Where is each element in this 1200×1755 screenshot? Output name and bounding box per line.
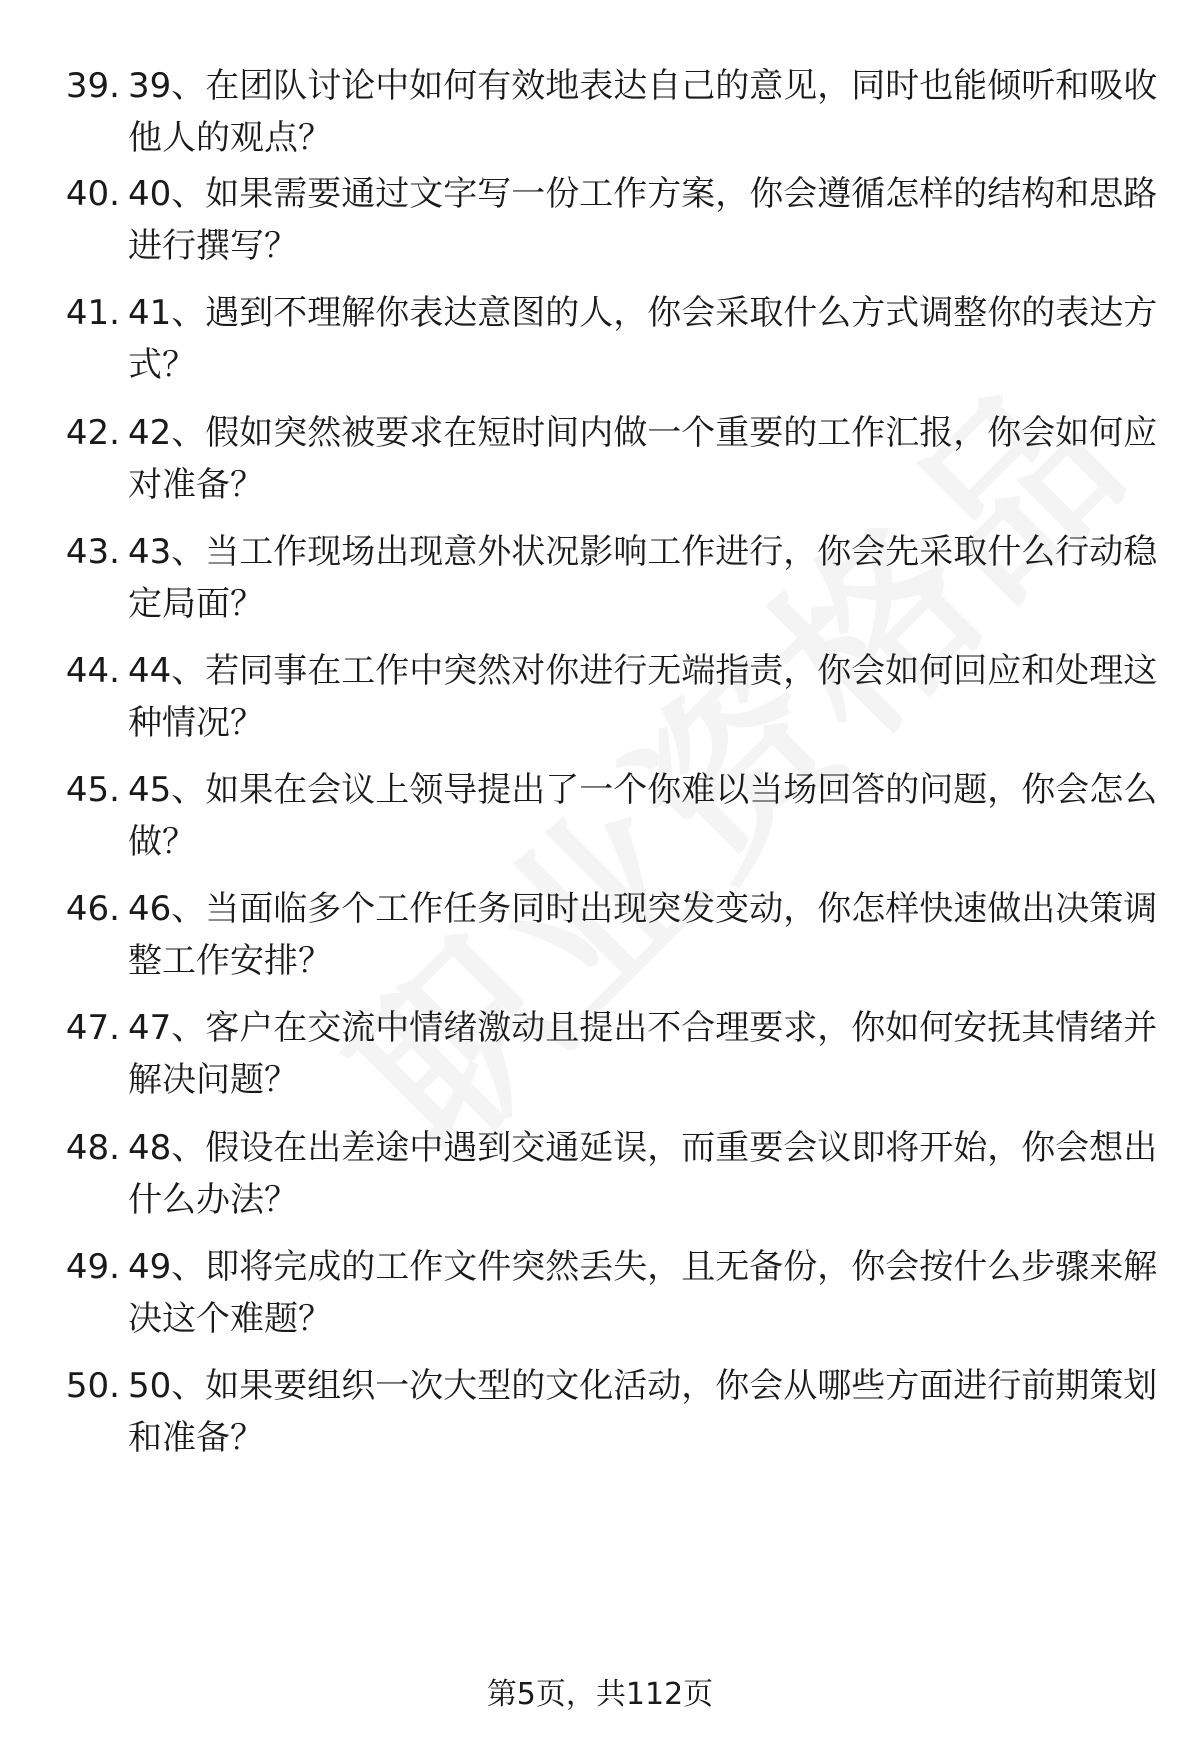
question-number: 39.	[65, 66, 120, 106]
question-text: 42、假如突然被要求在短时间内做一个重要的工作汇报，你会如何应对准备？	[128, 413, 1158, 505]
question-number: 45.	[65, 770, 120, 810]
question-number: 44.	[65, 651, 120, 691]
question-item	[50, 764, 1158, 874]
question-text: 50、如果要组织一次大型的文化活动，你会从哪些方面进行前期策划和准备？	[128, 1366, 1158, 1458]
question-number: 42.	[65, 413, 120, 453]
question-item	[50, 645, 1158, 755]
question-text: 48、假设在出差途中遇到交通延误，而重要会议即将开始，你会想出什么办法？	[128, 1128, 1158, 1220]
question-number: 48.	[65, 1128, 120, 1168]
question-number: 47.	[65, 1008, 120, 1048]
question-number: 50.	[65, 1366, 120, 1406]
question-item	[50, 60, 1158, 170]
question-text: 43、当工作现场出现意外状况影响工作进行，你会先采取什么行动稳定局面？	[128, 532, 1158, 624]
question-text: 47、客户在交流中情绪激动且提出不合理要求，你如何安抚其情绪并解决问题？	[128, 1008, 1158, 1100]
question-number: 40.	[65, 174, 120, 214]
question-text: 39、在团队讨论中如何有效地表达自己的意见，同时也能倾听和吸收他人的观点？	[128, 66, 1158, 158]
question-item	[50, 1241, 1158, 1351]
question-text: 41、遇到不理解你表达意图的人，你会采取什么方式调整你的表达方式？	[128, 293, 1158, 385]
question-item	[50, 168, 1158, 278]
page-footer: 第5页，共112页	[486, 1677, 714, 1712]
question-item	[50, 1002, 1158, 1112]
question-text: 40、如果需要通过文字写一份工作方案，你会遵循怎样的结构和思路进行撰写？	[128, 174, 1158, 266]
question-text: 45、如果在会议上领导提出了一个你难以当场回答的问题，你会怎么做？	[128, 770, 1158, 862]
question-item	[50, 287, 1158, 397]
question-item	[50, 526, 1158, 636]
question-item	[50, 883, 1158, 993]
question-text: 44、若同事在工作中突然对你进行无端指责，你会如何回应和处理这种情况？	[128, 651, 1158, 743]
question-number: 43.	[65, 532, 120, 572]
question-item	[50, 1122, 1158, 1232]
question-text: 49、即将完成的工作文件突然丢失，且无备份，你会按什么步骤来解决这个难题？	[128, 1247, 1158, 1339]
question-number: 49.	[65, 1247, 120, 1287]
question-number: 46.	[65, 889, 120, 929]
question-item	[50, 1360, 1158, 1470]
question-number: 41.	[65, 293, 120, 333]
question-item	[50, 407, 1158, 517]
question-text: 46、当面临多个工作任务同时出现突发变动，你怎样快速做出决策调整工作安排？	[128, 889, 1158, 981]
